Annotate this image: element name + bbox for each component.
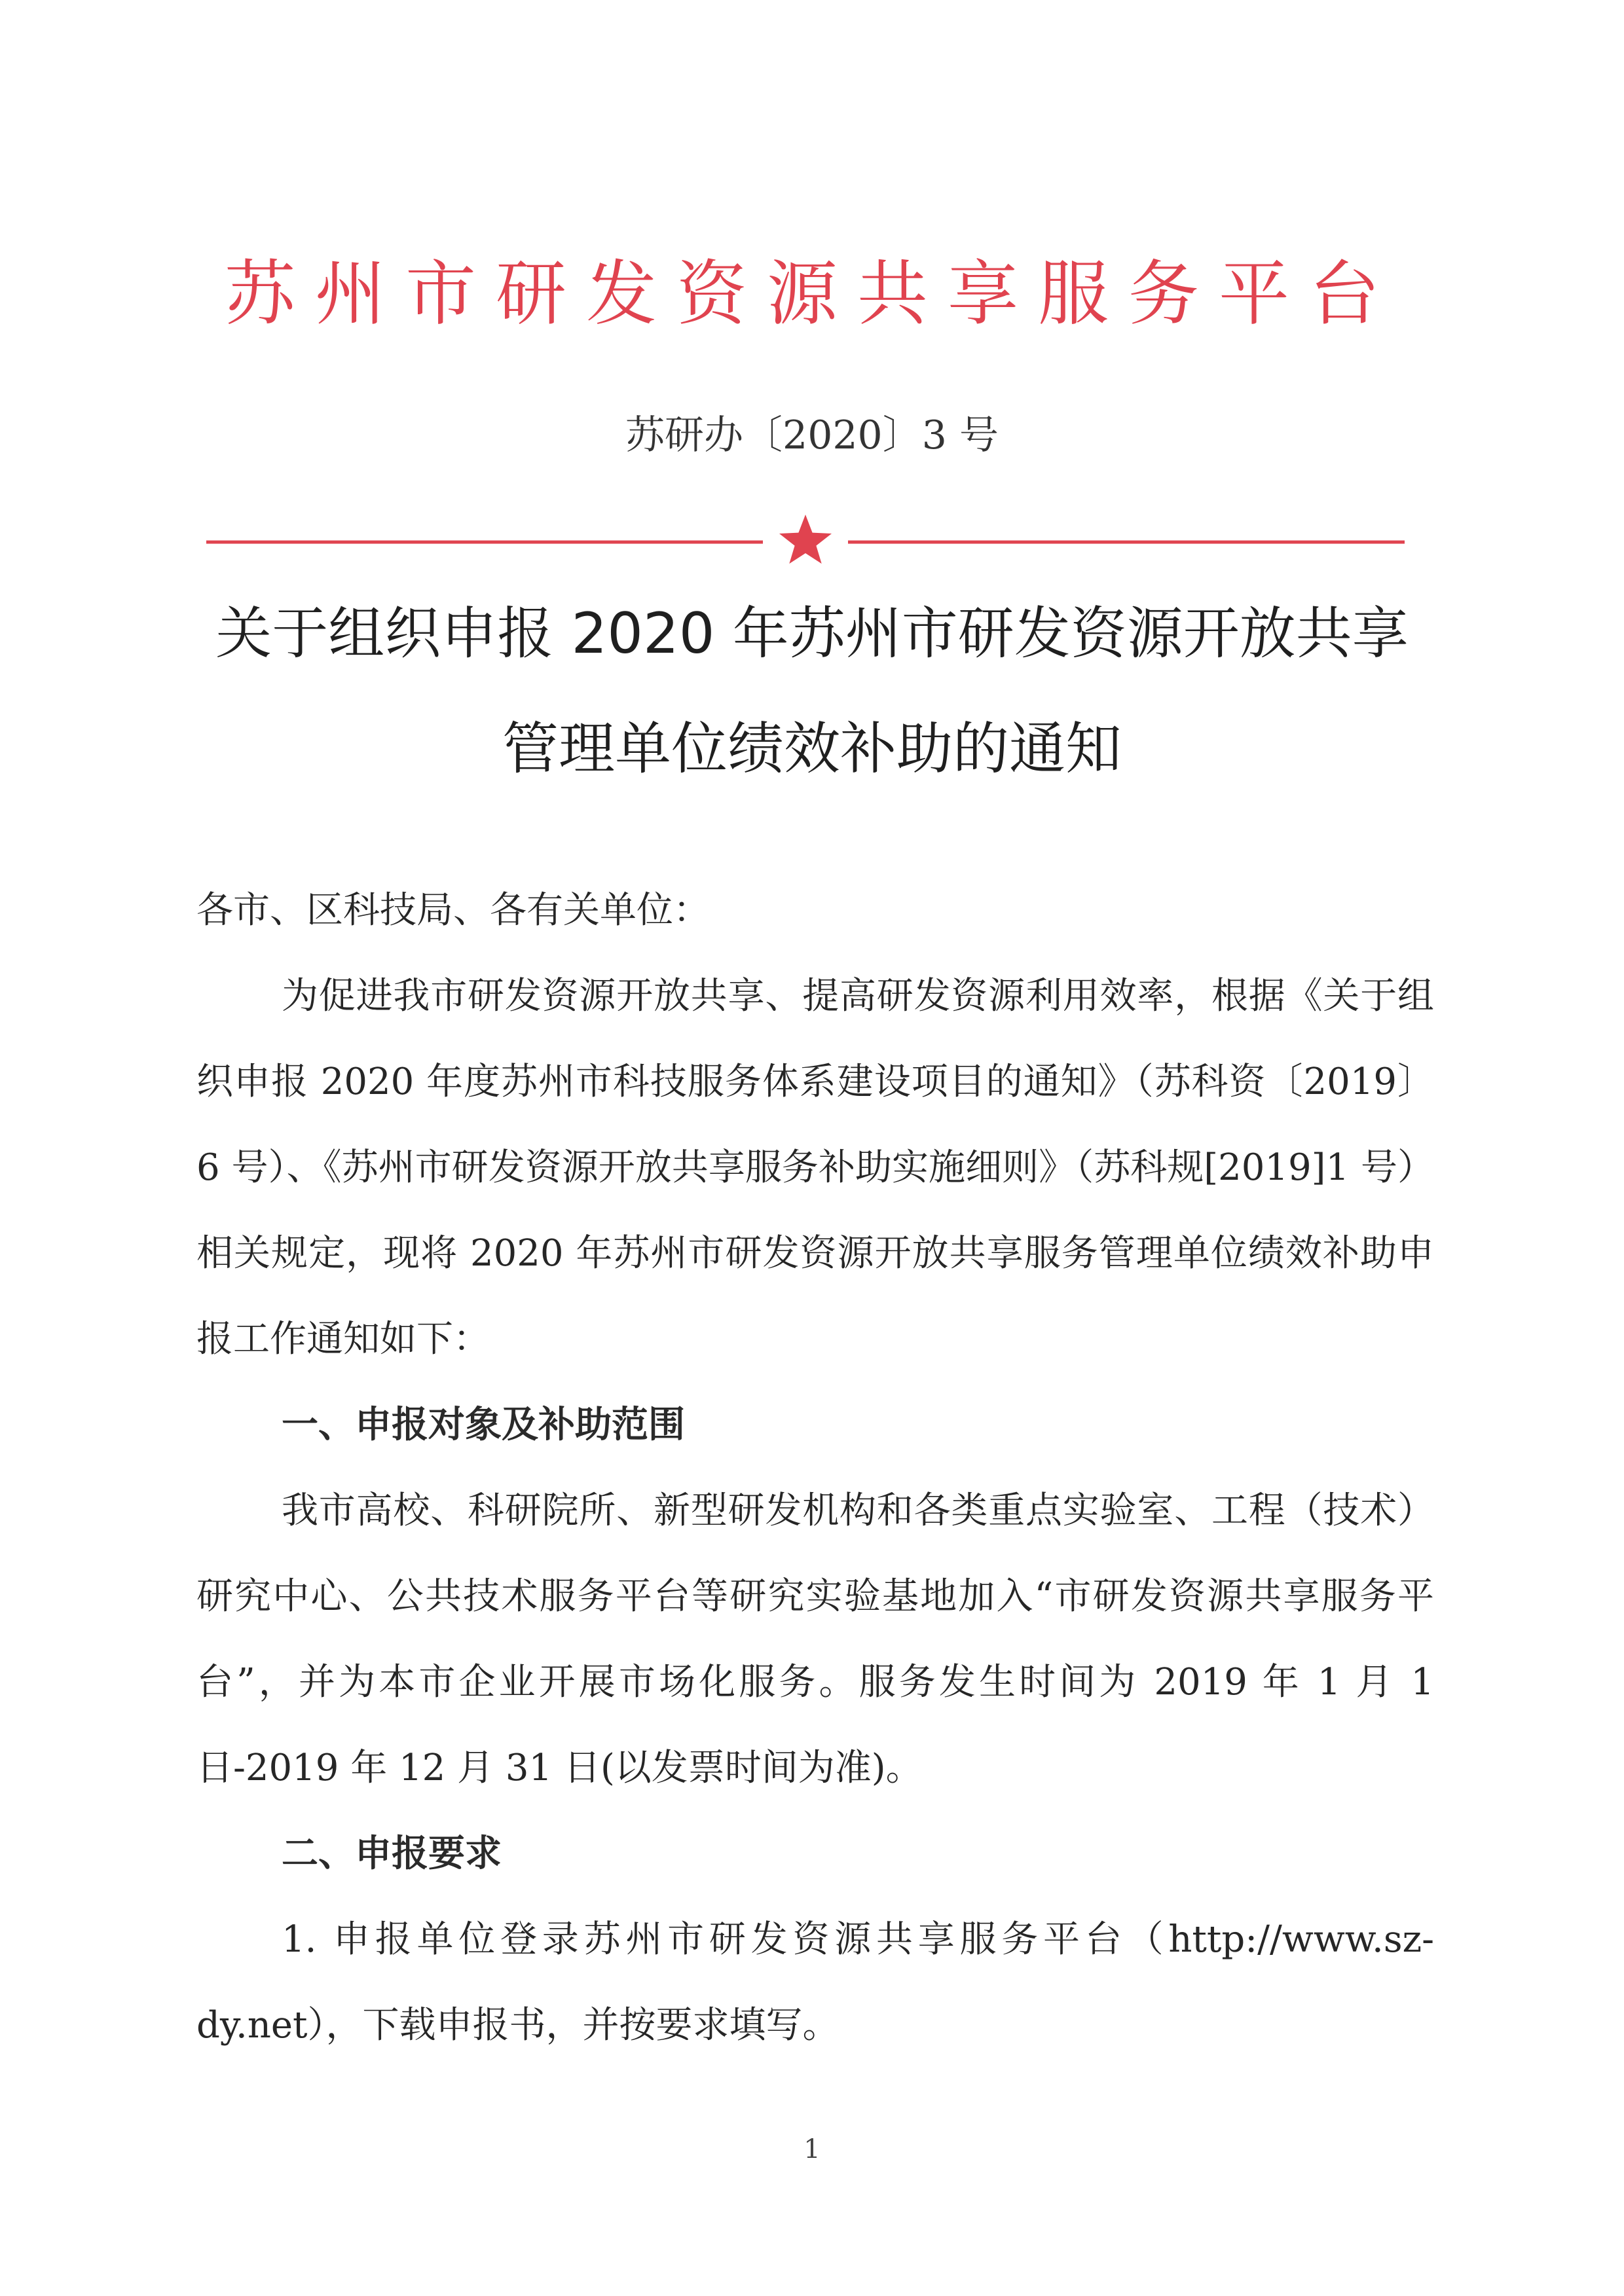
document-number: 苏研办〔2020〕3 号 xyxy=(625,412,999,458)
section-1-heading: 一、申报对象及补助范围 xyxy=(282,1404,685,1446)
red-divider-with-star xyxy=(206,511,1405,570)
notice-title-line-1: 关于组织申报 2020 年苏州市研发资源开放共享 xyxy=(215,601,1409,666)
section-1-paragraph: 我市高校、科研院所、新型研发机构和各类重点实验室、工程（技术）研究中心、公共技术服务平台等研究实验基地加入“市研发资源共享服务平台”，并为本市企业开展市场化服务。服务发生时间为 2019 年 1 月 1 日-2019 年 12 月 31 日(以发票时间为准)。 xyxy=(196,1489,1434,1789)
notice-title-line-2: 管理单位绩效补助的通知 xyxy=(502,716,1122,782)
section-2-item-1: 1. 申报单位登录苏州市研发资源共享服务平台（http://www.sz-dy.net），下载申报书，并按要求填写。 xyxy=(196,1918,1434,2047)
notice-body xyxy=(196,867,1434,2068)
salutation: 各市、区科技局、各有关单位： xyxy=(196,889,710,932)
page-number: 1 xyxy=(803,2134,821,2164)
notice-title xyxy=(196,576,1428,807)
star-icon xyxy=(779,515,832,564)
letterhead-issuer: 苏州市研发资源共享服务平台 xyxy=(224,253,1399,335)
section-2-heading: 二、申报要求 xyxy=(282,1832,502,1875)
intro-paragraph: 为促进我市研发资源开放共享、提高研发资源利用效率，根据《关于组织申报 2020 年度苏州市科技服务体系建设项目的通知》（苏科资〔2019〕6 号）、《苏州市研发资源开放共享服务补助实施细则》（苏科规[2019]1 号）相关规定，现将 2020 年苏州市研发资源开放共享服务管理单位绩效补助申报工作通知如下： xyxy=(196,975,1434,1360)
